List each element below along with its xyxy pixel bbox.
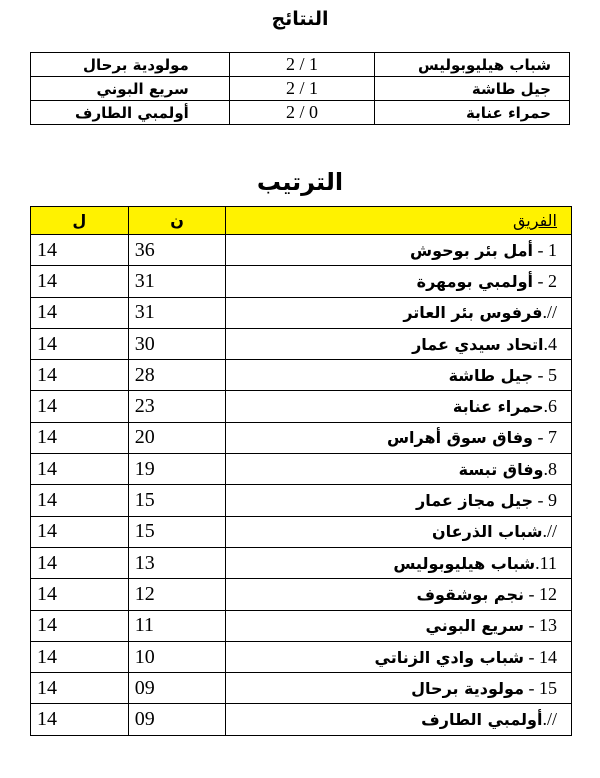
team-name: شباب وادي الزناتي <box>374 647 524 667</box>
standings-team-cell <box>226 454 572 485</box>
team-name: وفاق تبسة <box>458 459 544 479</box>
result-score: 1 / 2 <box>229 53 374 77</box>
standings-row <box>31 454 572 485</box>
standings-row <box>31 610 572 641</box>
team-name: أمل بئر بوحوش <box>410 240 533 260</box>
standings-team-cell <box>226 391 572 422</box>
standings-team-cell <box>226 360 572 391</box>
standings-row <box>31 485 572 516</box>
standings-points: 13 <box>128 547 226 578</box>
standings-team-cell <box>226 547 572 578</box>
standings-row <box>31 516 572 547</box>
standings-played: 14 <box>31 266 129 297</box>
results-title: النتائج <box>271 8 329 30</box>
standings-played: 14 <box>31 360 129 391</box>
result-score: 1 / 2 <box>229 77 374 101</box>
standings-row <box>31 328 572 359</box>
result-home-team: حمراء عنابة <box>375 101 570 125</box>
standings-points: 09 <box>128 704 226 735</box>
standings-team-cell <box>226 610 572 641</box>
result-home-team: شباب هيليوبوليس <box>375 53 570 77</box>
standings-played: 14 <box>31 328 129 359</box>
standings-played: 14 <box>31 391 129 422</box>
standings-points: 23 <box>128 391 226 422</box>
result-away-team: سريع البوني <box>31 77 230 101</box>
standings-points: 28 <box>128 360 226 391</box>
standings-points: 15 <box>128 516 226 547</box>
standings-points: 12 <box>128 579 226 610</box>
standings-row <box>31 641 572 672</box>
standings-played: 14 <box>31 641 129 672</box>
team-name: وفاق سوق أهراس <box>386 428 533 448</box>
rank-prefix: 15 - <box>524 677 557 698</box>
rank-prefix: 6. <box>543 396 557 417</box>
rank-prefix: 4. <box>543 333 557 354</box>
standings-team-cell <box>226 422 572 453</box>
team-name: مولودية برحال <box>411 678 524 698</box>
standings-table <box>30 206 572 736</box>
rank-prefix: 8. <box>543 458 557 479</box>
team-name: شباب هيليوبوليس <box>393 553 536 573</box>
team-name: أولمبي بومهرة <box>416 271 533 291</box>
standings-played: 14 <box>31 704 129 735</box>
rank-prefix: 5 - <box>533 364 557 385</box>
standings-team-cell <box>226 266 572 297</box>
standings-team-cell <box>226 297 572 328</box>
standings-played: 14 <box>31 485 129 516</box>
standings-played: 14 <box>31 297 129 328</box>
standings-team-cell <box>226 328 572 359</box>
standings-played: 14 <box>31 516 129 547</box>
results-table <box>30 52 570 125</box>
standings-team-cell <box>226 704 572 735</box>
team-name: جيل طاشة <box>448 365 533 385</box>
team-name: شباب الذرعان <box>432 522 543 542</box>
team-name: أولمبي الطارف <box>421 710 543 730</box>
result-home-team: جيل طاشة <box>375 77 570 101</box>
result-away-team: أولمبي الطارف <box>31 101 230 125</box>
rank-prefix: 7 - <box>533 427 557 448</box>
standings-row <box>31 297 572 328</box>
standings-played: 14 <box>31 235 129 266</box>
standings-row <box>31 673 572 704</box>
standings-row <box>31 704 572 735</box>
rank-prefix: //. <box>542 709 557 730</box>
rank-prefix: 11. <box>535 552 557 573</box>
header-played: ل <box>31 207 129 235</box>
rank-prefix: 14 - <box>524 646 557 667</box>
standings-row <box>31 266 572 297</box>
header-team: الفريق <box>226 207 572 235</box>
standings-team-cell <box>226 516 572 547</box>
standings-points: 31 <box>128 297 226 328</box>
team-name: فرفوس بئر العاتر <box>403 303 543 323</box>
standings-played: 14 <box>31 610 129 641</box>
header-points: ن <box>128 207 226 235</box>
standings-team-cell <box>226 579 572 610</box>
standings-team-cell <box>226 485 572 516</box>
standings-points: 15 <box>128 485 226 516</box>
result-row <box>31 53 570 77</box>
standings-team-cell <box>226 235 572 266</box>
result-away-team: مولودية برحال <box>31 53 230 77</box>
result-row <box>31 77 570 101</box>
standings-row <box>31 547 572 578</box>
standings-row <box>31 422 572 453</box>
standings-points: 19 <box>128 454 226 485</box>
standings-points: 30 <box>128 328 226 359</box>
standings-played: 14 <box>31 579 129 610</box>
standings-played: 14 <box>31 454 129 485</box>
result-score: 0 / 2 <box>229 101 374 125</box>
standings-row <box>31 391 572 422</box>
rank-prefix: 2 - <box>533 270 557 291</box>
result-row <box>31 101 570 125</box>
rank-prefix: //. <box>542 302 557 323</box>
standings-played: 14 <box>31 422 129 453</box>
standings-points: 09 <box>128 673 226 704</box>
standings-played: 14 <box>31 673 129 704</box>
standings-points: 11 <box>128 610 226 641</box>
rank-prefix: //. <box>542 521 557 542</box>
standings-row <box>31 235 572 266</box>
team-name: نجم بوشقوف <box>416 584 524 604</box>
standings-points: 31 <box>128 266 226 297</box>
standings-team-cell <box>226 641 572 672</box>
standings-played: 14 <box>31 547 129 578</box>
standings-points: 20 <box>128 422 226 453</box>
rank-prefix: 1 - <box>533 239 557 260</box>
rank-prefix: 13 - <box>524 615 557 636</box>
standings-row <box>31 360 572 391</box>
standings-title: الترتيب <box>256 168 344 196</box>
team-name: حمراء عنابة <box>452 397 544 417</box>
standings-team-cell <box>226 673 572 704</box>
rank-prefix: 12 - <box>524 583 557 604</box>
standings-points: 36 <box>128 235 226 266</box>
standings-row <box>31 579 572 610</box>
standings-points: 10 <box>128 641 226 672</box>
rank-prefix: 9 - <box>533 490 557 511</box>
team-name: سريع البوني <box>425 616 524 636</box>
team-name: جيل مجاز عمار <box>415 491 533 511</box>
standings-header-row <box>31 207 572 235</box>
team-name: اتحاد سيدي عمار <box>412 334 544 354</box>
